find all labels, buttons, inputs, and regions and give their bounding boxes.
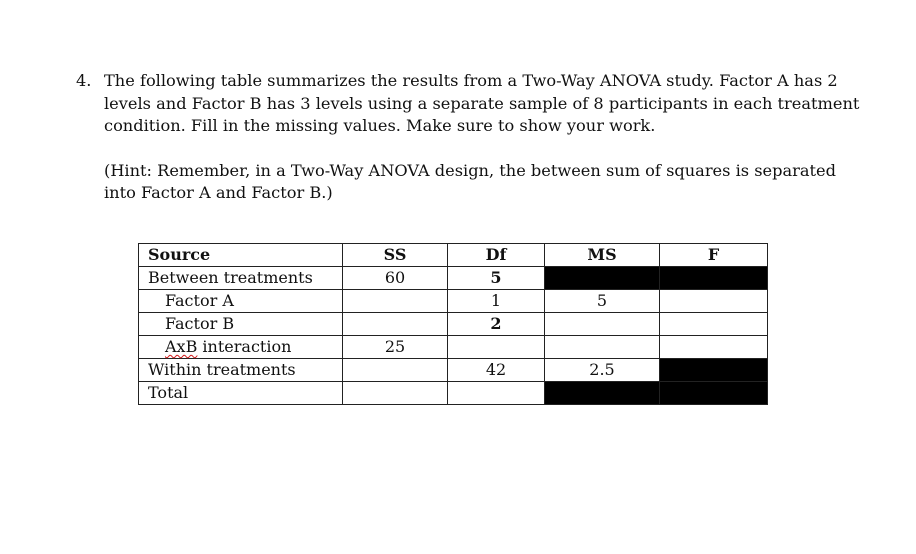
f-cell <box>660 290 768 313</box>
ss-cell <box>343 290 448 313</box>
table-row-total <box>139 382 768 405</box>
header-f: F <box>660 244 768 267</box>
header-ms: MS <box>545 244 660 267</box>
question-text: The following table summarizes the results from a Two-Way ANOVA study. Factor A has 2 levels and Factor B has 3 levels using a separate sample of 8 participants in each treatment condition. Fill in the missing values. Make sure to show your work. <box>104 71 860 136</box>
table-row-factor-a <box>139 290 768 313</box>
df-cell: 42 <box>448 359 545 382</box>
ms-cell <box>545 313 660 336</box>
ms-cell: 2.5 <box>545 359 660 382</box>
table-row-interaction <box>139 336 768 359</box>
spellcheck-word: AxB <box>165 337 198 356</box>
ss-cell <box>343 359 448 382</box>
ms-cell-blocked <box>545 382 660 405</box>
f-cell <box>660 313 768 336</box>
df-cell: 2 <box>448 313 545 336</box>
source-cell: Within treatments <box>139 359 343 382</box>
df-cell <box>448 336 545 359</box>
source-cell-suffix: interaction <box>197 337 292 356</box>
source-cell: Total <box>139 382 343 405</box>
ms-cell <box>545 336 660 359</box>
df-cell: 1 <box>448 290 545 313</box>
df-cell <box>448 382 545 405</box>
header-source: Source <box>139 244 343 267</box>
table-row-factor-b <box>139 313 768 336</box>
header-df: Df <box>448 244 545 267</box>
ms-cell-blocked <box>545 267 660 290</box>
ss-cell <box>343 382 448 405</box>
df-cell: 5 <box>448 267 545 290</box>
header-ss: SS <box>343 244 448 267</box>
f-cell-blocked <box>660 359 768 382</box>
question-hint: (Hint: Remember, in a Two-Way ANOVA design, the between sum of squares is separated into Factor A and Factor B.) <box>104 160 836 203</box>
source-cell <box>139 336 343 359</box>
question-body <box>104 70 866 205</box>
f-cell-blocked <box>660 267 768 290</box>
source-cell: Factor A <box>139 290 343 313</box>
ss-cell: 60 <box>343 267 448 290</box>
source-cell: Between treatments <box>139 267 343 290</box>
question-number: 4. <box>76 71 92 90</box>
table-header-row <box>139 244 768 267</box>
question-4 <box>76 70 866 205</box>
source-cell: Factor B <box>139 313 343 336</box>
table-row-between <box>139 267 768 290</box>
f-cell-blocked <box>660 382 768 405</box>
ss-cell: 25 <box>343 336 448 359</box>
ms-cell: 5 <box>545 290 660 313</box>
f-cell <box>660 336 768 359</box>
ss-cell <box>343 313 448 336</box>
anova-table <box>138 243 768 405</box>
table-row-within <box>139 359 768 382</box>
